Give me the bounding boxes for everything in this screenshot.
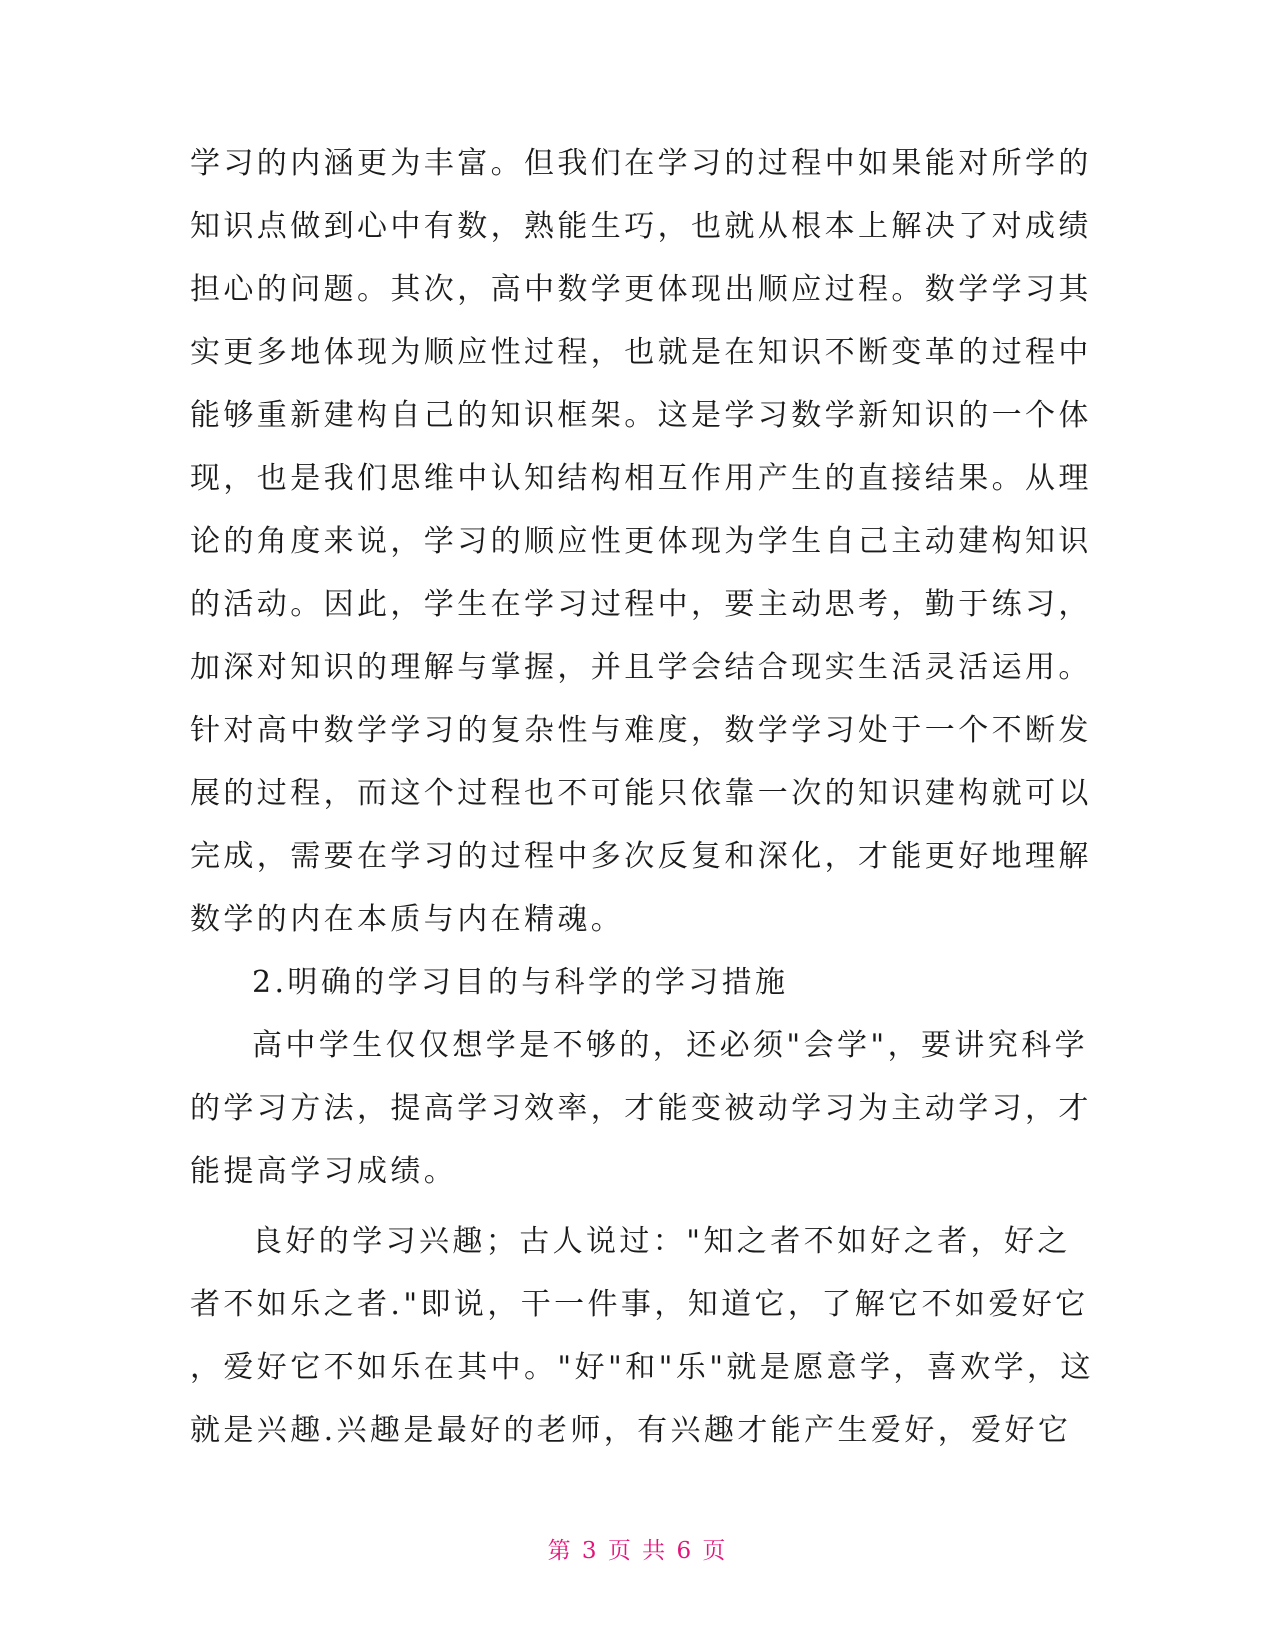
paragraph-1-line: 的活动。因此，学生在学习过程中，要主动思考，勤于练习， [190, 587, 1092, 622]
paragraph-1-line: 担心的问题。其次，高中数学更体现出顺应过程。数学学习其 [190, 272, 1092, 307]
paragraph-1-line: 知识点做到心中有数，熟能生巧，也就从根本上解决了对成绩 [190, 209, 1092, 244]
paragraph-3-line: 良好的学习兴趣；古人说过："知之者不如好之者，好之 [252, 1224, 1071, 1259]
paragraph-1-line: 完成，需要在学习的过程中多次反复和深化，才能更好地理解 [190, 839, 1092, 874]
page-number-footer: 第 3 页 共 6 页 [547, 1538, 728, 1564]
section-heading: 2.明确的学习目的与科学的学习措施 [252, 965, 789, 1000]
paragraph-1-line: 论的角度来说，学习的顺应性更体现为学生自己主动建构知识 [190, 524, 1092, 559]
paragraph-1-line: 加深对知识的理解与掌握，并且学会结合现实生活灵活运用。 [190, 650, 1092, 685]
paragraph-2-line: 能提高学习成绩。 [190, 1154, 458, 1189]
paragraph-3-line: 者不如乐之者."即说，干一件事，知道它，了解它不如爱好它 [190, 1287, 1089, 1322]
paragraph-1-line: 能够重新建构自己的知识框架。这是学习数学新知识的一个体 [190, 398, 1092, 433]
paragraph-1-line: 现，也是我们思维中认知结构相互作用产生的直接结果。从理 [190, 461, 1092, 496]
paragraph-1-line: 数学的内在本质与内在精魂。 [190, 902, 625, 937]
paragraph-1-line: 展的过程，而这个过程也不可能只依靠一次的知识建构就可以 [190, 776, 1092, 811]
paragraph-1-line: 实更多地体现为顺应性过程，也就是在知识不断变革的过程中 [190, 335, 1092, 370]
paragraph-3-line: 就是兴趣.兴趣是最好的老师，有兴趣才能产生爱好，爱好它 [190, 1413, 1072, 1448]
paragraph-1-line: 针对高中数学学习的复杂性与难度，数学学习处于一个不断发 [190, 713, 1092, 748]
paragraph-3-line: ，爱好它不如乐在其中。"好"和"乐"就是愿意学，喜欢学，这 [190, 1350, 1094, 1385]
paragraph-2-line: 的学习方法，提高学习效率，才能变被动学习为主动学习，才 [190, 1091, 1092, 1126]
paragraph-2-line: 高中学生仅仅想学是不够的，还必须"会学"，要讲究科学 [252, 1028, 1088, 1063]
paragraph-1-line: 学习的内涵更为丰富。但我们在学习的过程中如果能对所学的 [190, 146, 1092, 181]
